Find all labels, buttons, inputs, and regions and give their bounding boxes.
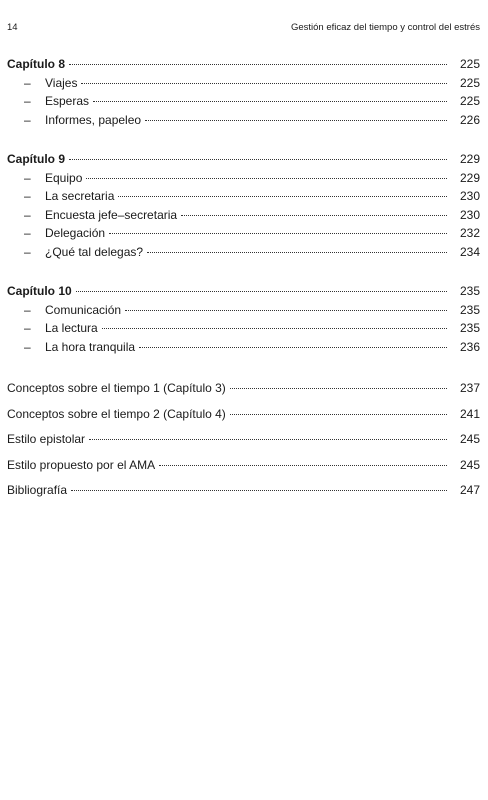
item-label: Informes, papeleo [45,112,142,127]
item-label: Comunicación [45,302,122,317]
toc-item-viajes[interactable] [7,74,480,93]
toc-item-delegacion[interactable] [7,224,480,243]
chapter-title: Capítulo 9 [7,152,66,166]
section-page: 245 [459,432,480,446]
dot-leader [125,309,447,311]
dot-leader [102,327,447,329]
section-page: 241 [459,406,480,421]
toc-section-estilo-epistolar[interactable] [7,430,480,449]
section-label: Conceptos sobre el tiempo 1 (Capítulo 3) [7,381,226,395]
section-label: Conceptos sobre el tiempo 2 (Capítulo 4) [7,406,226,421]
dash-bullet: – [24,112,31,127]
toc-item-lectura[interactable] [7,319,480,338]
section-page: 245 [459,457,480,472]
page-number: 14 [7,22,18,33]
item-label: Equipo [45,170,83,185]
dash-bullet: – [24,189,31,203]
toc-chapter-10[interactable] [7,282,480,301]
running-title: Gestión eficaz del tiempo y control del estrés [290,22,480,33]
section-label: Bibliografía [7,483,68,497]
toc-section-estilo-ama[interactable] [7,456,480,475]
item-page: 234 [459,244,480,259]
toc-item-comunicacion[interactable] [7,301,480,320]
item-label: Encuesta jefe–secretaria [45,207,178,222]
item-page: 230 [459,189,480,203]
dash-bullet: – [24,321,31,335]
toc-section-conceptos-2[interactable] [7,405,480,424]
chapter-title: Capítulo 10 [7,284,72,298]
dot-leader [76,290,447,292]
dot-leader [93,100,447,102]
dash-bullet: – [24,170,31,185]
chapter-page: 235 [459,284,480,298]
toc-item-secretaria[interactable] [7,187,480,206]
item-label: La hora tranquila [45,339,136,354]
dot-leader [89,438,447,440]
dot-leader [109,232,447,234]
table-of-contents [7,55,480,500]
chapter-title: Capítulo 8 [7,57,66,71]
dash-bullet: – [24,75,31,90]
section-label: Estilo epistolar [7,432,86,446]
item-page: 226 [459,112,480,127]
item-label: ¿Qué tal delegas? [45,244,144,259]
toc-item-que-tal-delegas[interactable] [7,243,480,262]
item-label: Viajes [45,75,78,90]
toc-item-hora-tranquila[interactable] [7,338,480,357]
section-label: Estilo propuesto por el AMA [7,457,156,472]
toc-section-bibliografia[interactable] [7,481,480,500]
item-page: 235 [459,321,480,335]
dot-leader [69,158,447,160]
dot-leader [71,489,447,491]
toc-item-encuesta[interactable] [7,206,480,225]
item-page: 225 [459,75,480,90]
item-page: 232 [459,226,480,240]
item-page: 225 [459,94,480,108]
chapter-page: 229 [459,152,480,166]
dot-leader [139,346,447,348]
dot-leader [81,82,447,84]
toc-chapter-9[interactable] [7,150,480,169]
dash-bullet: – [24,244,31,259]
dot-leader [230,413,447,415]
dot-leader [86,177,447,179]
dash-bullet: – [24,302,31,317]
toc-chapter-8[interactable] [7,55,480,74]
dash-bullet: – [24,226,31,240]
toc-item-esperas[interactable] [7,92,480,111]
dot-leader [159,464,447,466]
item-label: La lectura [45,321,98,335]
toc-item-informes[interactable] [7,111,480,130]
section-page: 237 [459,381,480,395]
page-header [7,22,480,33]
item-label: Delegación [45,226,106,240]
dot-leader [230,387,447,389]
dot-leader [118,195,447,197]
chapter-page: 225 [459,57,480,71]
item-page: 235 [459,302,480,317]
toc-section-conceptos-1[interactable] [7,379,480,398]
item-page: 230 [459,207,480,222]
item-page: 229 [459,170,480,185]
dot-leader [69,63,447,65]
item-label: Esperas [45,94,90,108]
section-page: 247 [459,483,480,497]
dash-bullet: – [24,339,31,354]
toc-item-equipo[interactable] [7,169,480,188]
dash-bullet: – [24,207,31,222]
item-page: 236 [459,339,480,354]
dash-bullet: – [24,94,31,108]
dot-leader [181,214,447,216]
dot-leader [147,251,447,253]
dot-leader [145,119,447,121]
item-label: La secretaria [45,189,115,203]
